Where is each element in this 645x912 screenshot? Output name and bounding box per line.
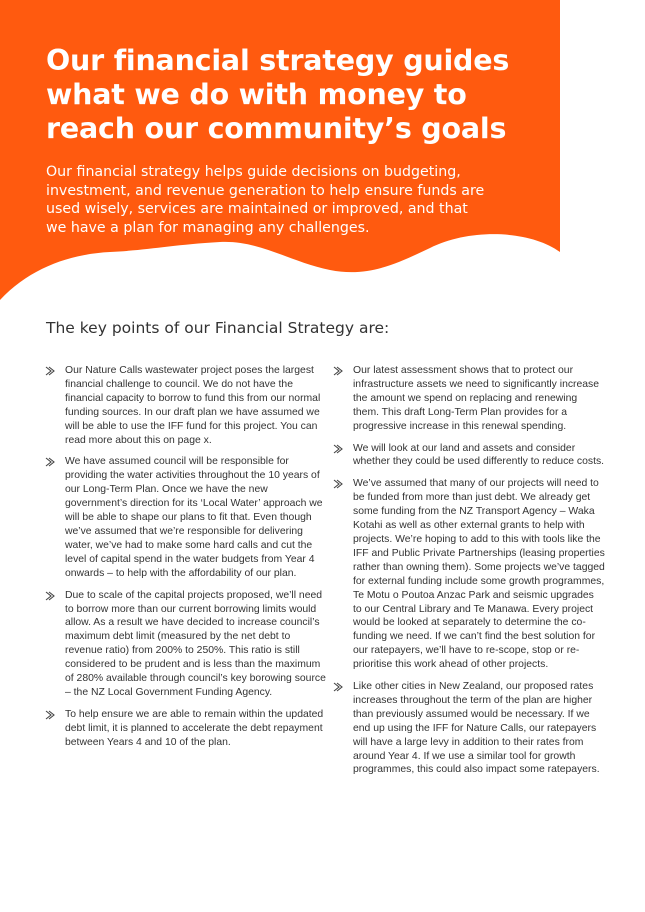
key-point-item xyxy=(45,364,327,447)
chevron-right-double-icon xyxy=(333,479,343,489)
key-point-item xyxy=(45,455,327,580)
key-point-text: We will look at our land and assets and consider whether they could be used differently to reduce costs. xyxy=(353,442,605,468)
chevron-right-double-icon xyxy=(333,366,343,376)
key-point-item xyxy=(45,708,327,750)
section-heading: The key points of our Financial Strategy are: xyxy=(46,319,390,337)
key-point-item xyxy=(333,477,605,672)
key-point-text: Our Nature Calls wastewater project poses the largest financial challenge to council. We do not have the financial capacity to borrow to fund this from our normal funding sources. In our draft plan we have assumed we will be able to use the IFF fund for this project. You can read more about this on page x. xyxy=(65,365,321,446)
key-point-text: Like other cities in New Zealand, our proposed rates increases throughout the term of the plan are higher than previously assumed would be necessary. If we end up using the IFF for Nature Calls, our ratepayers will have a large levy in addition to their rates from around Year 4. If we use a similar tool for growth programmes, this could also impact some ratepayers. xyxy=(353,681,600,776)
left-column xyxy=(45,364,327,758)
key-point-text: Due to scale of the capital projects proposed, we’ll need to borrow more than our current borrowing limits would allow. As a result we have decided to increase council’s maximum debt limit (measured by the net debt to revenue ratio) from 200% to 250%. This ratio is still considered to be prudent and is less than the maximum of 280% available through council’s key borowing source – the NZ Local Government Funding Agency. xyxy=(65,589,326,698)
right-column xyxy=(333,364,605,785)
page-title: Our financial strategy guides what we do with money to reach our community’s goals xyxy=(46,44,510,145)
key-point-item xyxy=(333,364,605,434)
key-point-item xyxy=(333,442,605,470)
chevron-right-double-icon xyxy=(333,682,343,692)
chevron-right-double-icon xyxy=(45,457,55,467)
chevron-right-double-icon xyxy=(45,366,55,376)
key-point-item xyxy=(45,589,327,700)
key-point-text: To help ensure we are able to remain within the updated debt limit, it is planned to accelerate the debt repayment between Years 4 and 10 of the plan. xyxy=(65,708,324,748)
chevron-right-double-icon xyxy=(333,444,343,454)
key-point-text: We have assumed council will be responsible for providing the water activities throughout the 10 years of our Long-Term Plan. Once we have the new government’s direction for its ‘Local Water’ approach we will be able to shape our plans to fit that. Even though we’ve assumed that we’re responsible for delivering water, we’ve had to make some hard calls and cut the level of capital spend in the water budgets from Year 4 onwards – to help with the affordability of our plan. xyxy=(65,456,323,579)
key-point-text: Our latest assessment shows that to protect our infrastructure assets we need to significantly increase the amount we spend on replacing and renewing them. This draft Long-Term Plan provides for a progressive increase in this renewal spending. xyxy=(353,365,600,432)
key-point-text: We’ve assumed that many of our projects will need to be funded from more than just debt. We already get some funding from the NZ Transport Agency – Waka Kotahi as well as other external grants to help with projects. We’re hoping to add to this with tools like the IFF and Public Private Partnerships (leasing properties rather than owning them). Some projects we’ve tagged for external funding include some growth programmes, Te Motu o Poutoa Anzac Park and seismic upgrades to our Central Library and Te Manawa. Every project would be looked at separately to determine the co-funding we need. If we can’t find the best solution for our ratepayers, we’ll have to re-scope, stop or re-prioritise this work ahead of other projects. xyxy=(353,478,605,671)
intro-paragraph: Our financial strategy helps guide decisions on budgeting, investment, and revenue generation to help ensure funds are used wisely, services are maintained or improved, and that we have a plan for managing any challenges. xyxy=(46,164,485,236)
chevron-right-double-icon xyxy=(45,591,55,601)
key-point-item xyxy=(333,680,605,777)
chevron-right-double-icon xyxy=(45,710,55,720)
